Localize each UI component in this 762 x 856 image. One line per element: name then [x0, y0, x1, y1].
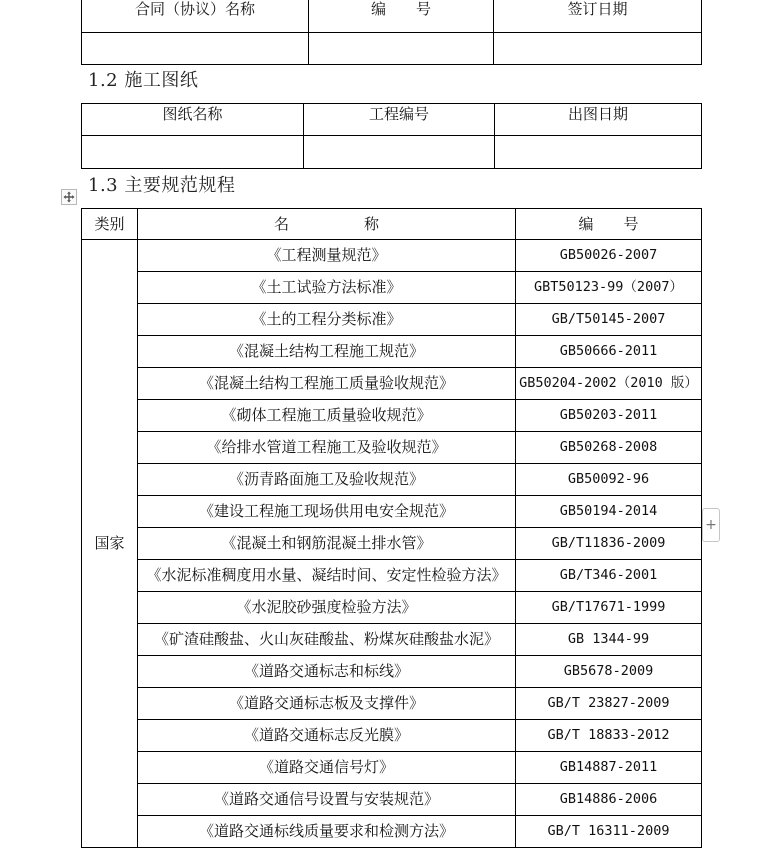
- table-row: [82, 592, 702, 624]
- table-row: [82, 816, 702, 848]
- contract-date-cell[interactable]: [494, 33, 702, 65]
- standard-code-cell: GB 1344-99: [516, 624, 702, 656]
- standards-table: [81, 208, 702, 848]
- drawing-date-header: 出图日期: [495, 104, 702, 136]
- standard-name-cell: 《道路交通标志反光膜》: [138, 720, 516, 752]
- standard-name-cell: 《混凝土结构工程施工规范》: [138, 336, 516, 368]
- contract-date-header: 签订日期: [494, 0, 702, 33]
- standard-name-cell: 《土工试验方法标准》: [138, 272, 516, 304]
- standard-code-cell: GB/T 23827-2009: [516, 688, 702, 720]
- standard-name-cell: 《工程测量规范》: [138, 240, 516, 272]
- standard-name-cell: 《道路交通标线质量要求和检测方法》: [138, 816, 516, 848]
- standard-code-header: 编 号: [516, 209, 702, 240]
- add-row-icon[interactable]: +: [702, 508, 720, 542]
- standard-code-cell: GB14886-2006: [516, 784, 702, 816]
- drawing-name-cell[interactable]: [82, 136, 304, 169]
- table-row: [82, 368, 702, 400]
- standard-code-cell: GB/T 16311-2009: [516, 816, 702, 848]
- move-arrows-icon: [63, 191, 75, 203]
- table-row: [82, 240, 702, 272]
- standard-name-cell: 《混凝土和钢筋混凝土排水管》: [138, 528, 516, 560]
- standard-code-cell: GB50203-2011: [516, 400, 702, 432]
- standard-code-cell: GB/T11836-2009: [516, 528, 702, 560]
- standard-name-cell: 《道路交通信号设置与安装规范》: [138, 784, 516, 816]
- drawing-table: [81, 103, 702, 169]
- standard-name-cell: 《砌体工程施工质量验收规范》: [138, 400, 516, 432]
- standard-name-cell: 《道路交通标志和标线》: [138, 656, 516, 688]
- table-row: [82, 624, 702, 656]
- standard-code-cell: GB14887-2011: [516, 752, 702, 784]
- standard-name-cell: 《混凝土结构工程施工质量验收规范》: [138, 368, 516, 400]
- standard-name-cell: 《矿渣硅酸盐、火山灰硅酸盐、粉煤灰硅酸盐水泥》: [138, 624, 516, 656]
- table-row: [82, 400, 702, 432]
- standard-name-cell: 《给排水管道工程施工及验收规范》: [138, 432, 516, 464]
- standard-code-cell: GB50026-2007: [516, 240, 702, 272]
- standard-code-cell: GB50092-96: [516, 464, 702, 496]
- table-row: [82, 560, 702, 592]
- category-cell: 国家: [82, 240, 138, 848]
- table-row: [82, 336, 702, 368]
- table-row: [82, 752, 702, 784]
- standard-code-cell: GBT50123-99（2007）: [516, 272, 702, 304]
- standard-name-cell: 《水泥胶砂强度检验方法》: [138, 592, 516, 624]
- standard-code-cell: GB50268-2008: [516, 432, 702, 464]
- drawing-date-cell[interactable]: [495, 136, 702, 169]
- drawing-name-header: 图纸名称: [82, 104, 304, 136]
- standard-code-cell: GB5678-2009: [516, 656, 702, 688]
- standard-code-cell: GB50194-2014: [516, 496, 702, 528]
- table-row: [82, 784, 702, 816]
- standard-code-cell: GB50666-2011: [516, 336, 702, 368]
- standard-name-cell: 《建设工程施工现场供用电安全规范》: [138, 496, 516, 528]
- table-row: [82, 720, 702, 752]
- drawing-project-number-header: 工程编号: [304, 104, 495, 136]
- section-1-2-heading: 1.2 施工图纸: [88, 70, 199, 91]
- table-row: [82, 464, 702, 496]
- standard-code-cell: GB/T346-2001: [516, 560, 702, 592]
- table-row: [82, 304, 702, 336]
- section-1-3-heading: 1.3 主要规范规程: [88, 175, 236, 196]
- standard-name-cell: 《土的工程分类标准》: [138, 304, 516, 336]
- table-row: [82, 496, 702, 528]
- table-move-icon[interactable]: [61, 189, 77, 205]
- table-row: [82, 688, 702, 720]
- table-row: [82, 432, 702, 464]
- standard-name-cell: 《水泥标准稠度用水量、凝结时间、安定性检验方法》: [138, 560, 516, 592]
- contract-number-header: 编 号: [309, 0, 494, 33]
- contract-number-cell[interactable]: [309, 33, 494, 65]
- standard-name-cell: 《沥青路面施工及验收规范》: [138, 464, 516, 496]
- standard-code-cell: GB/T 18833-2012: [516, 720, 702, 752]
- table-row: [82, 272, 702, 304]
- contract-name-cell[interactable]: [82, 33, 309, 65]
- table-row: [82, 528, 702, 560]
- standard-name-cell: 《道路交通标志板及支撑件》: [138, 688, 516, 720]
- table-row: [82, 656, 702, 688]
- standard-code-cell: GB50204-2002（2010 版）: [516, 368, 702, 400]
- drawing-project-number-cell[interactable]: [304, 136, 495, 169]
- contract-table: [81, 0, 702, 65]
- standard-code-cell: GB/T50145-2007: [516, 304, 702, 336]
- category-header: 类别: [82, 209, 138, 240]
- standard-name-cell: 《道路交通信号灯》: [138, 752, 516, 784]
- standard-name-header: 名 称: [138, 209, 516, 240]
- standard-code-cell: GB/T17671-1999: [516, 592, 702, 624]
- contract-name-header: 合同（协议）名称: [82, 0, 309, 33]
